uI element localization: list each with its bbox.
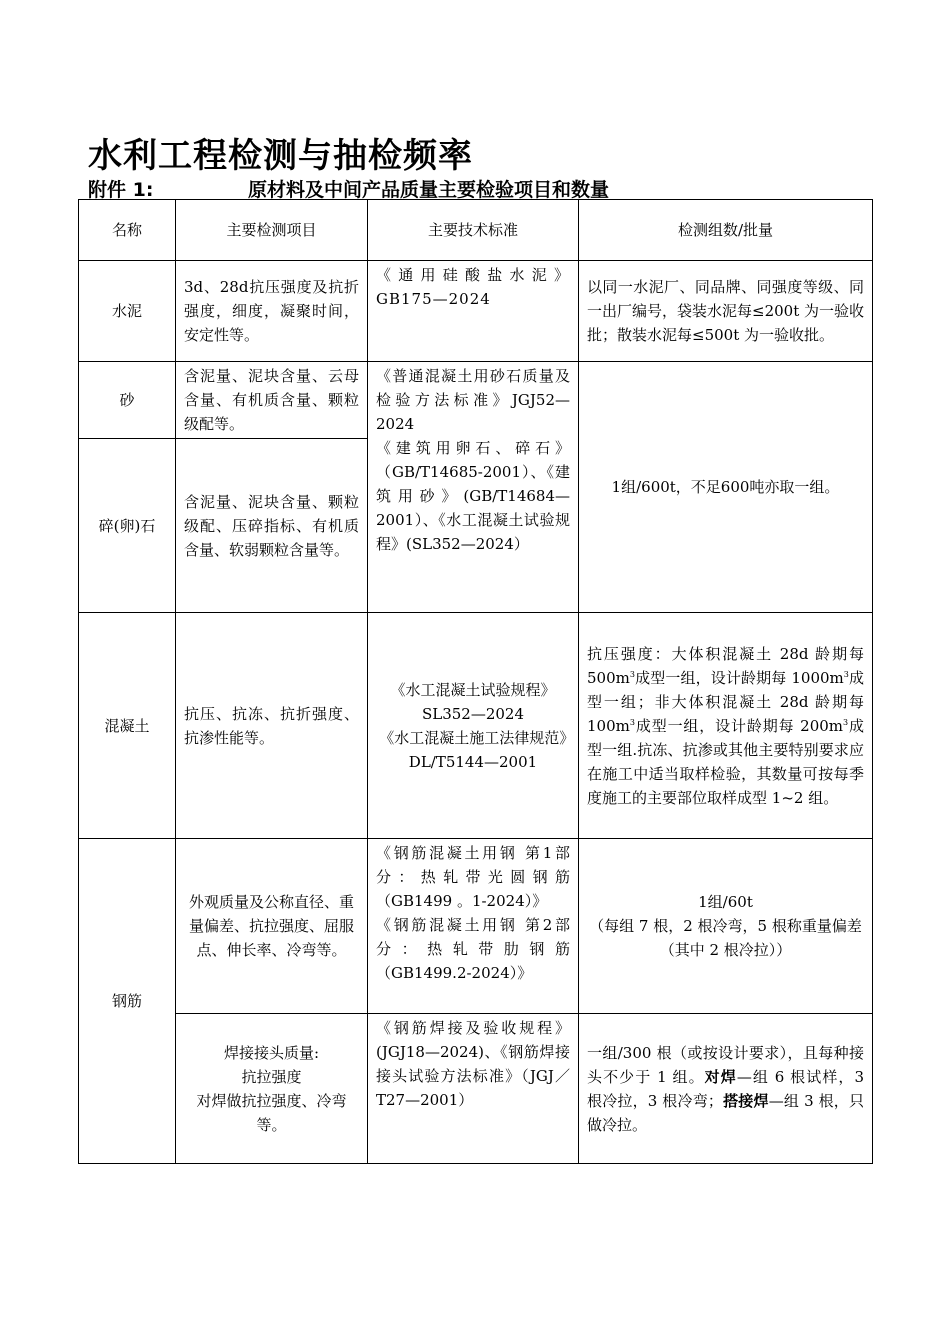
- gravel-items: 含泥量、泥块含量、颗粒级配、压碎指标、有机质含量、软弱颗粒含量等。: [176, 439, 368, 613]
- concrete-batch-a: 抗压强度：大体积混凝土 28d 龄期每 500m: [587, 644, 864, 687]
- gravel-name: 碎(卵)石: [79, 439, 176, 613]
- concrete-batch-d: 成型一组，设计龄期每 200m: [634, 716, 844, 735]
- aggregate-standard-2: 《建筑用卵石、碎石》（GB/T14685-2001）、《建筑用砂》(GB/T14684—2001）、《水工混凝土试验规程》(SL352—2024）: [376, 439, 570, 553]
- rebar-batch-2: [579, 1014, 873, 1164]
- cement-batch: 以同一水泥厂、同品牌、同强度等级、同一出厂编号，袋装水泥每≤200t 为一验收批；散装水泥每≤500t 为一验收批。: [579, 261, 873, 362]
- header-name: 名称: [79, 200, 176, 261]
- rebar-items-2-line3: 对焊做抗拉强度、冷弯等。: [196, 1091, 347, 1134]
- concrete-standard: [368, 613, 579, 839]
- page-title: 水利工程检测与抽检频率: [88, 136, 473, 176]
- inspection-table: [78, 199, 873, 1164]
- concrete-batch-e: 成型一组.: [587, 716, 864, 759]
- header-standard: 主要技术标准: [368, 200, 579, 261]
- rebar-standard-1b: 《钢筋混凝土用钢 第2部分：热轧带肋钢筋（GB1499.2-2024）》: [376, 916, 570, 982]
- rebar-standard-1a: 《钢筋混凝土用钢 第1部分：热轧带光圆钢筋（GB1499 。1-2024）》: [376, 844, 570, 910]
- concrete-batch-rest: 抗冻、抗渗或其他主要特别要求应在施工中适当取样检验，其数量可按每季度施工的主要部位取样成型 1~2 组。: [587, 740, 864, 807]
- aggregate-standard: [368, 362, 579, 613]
- rebar-standard-2: 《钢筋焊接及验收规程》(JGJ18—2024)、《钢筋焊接接头试验方法标准》（JGJ／T27—2001）: [368, 1014, 579, 1164]
- header-batch: 检测组数/批量: [579, 200, 873, 261]
- concrete-name: 混凝土: [79, 613, 176, 839]
- header-items: 主要检测项目: [176, 200, 368, 261]
- concrete-standard-1: 《水工混凝土试验规程》SL352—2024: [390, 680, 556, 723]
- aggregate-batch: 1组/600t，不足600吨亦取一组。: [579, 362, 873, 613]
- rebar-batch-1: [579, 839, 873, 1014]
- table-row-concrete: [79, 613, 873, 839]
- aggregate-standard-1: 《普通混凝土用砂石质量及检验方法标准》JGJ52—2024: [376, 367, 570, 433]
- rebar-items-2-line2: 抗拉强度: [241, 1067, 302, 1086]
- rebar-batch-2c: —组 6 根试样，3 根冷拉，3 根冷弯；: [587, 1067, 864, 1110]
- rebar-items-2: [176, 1014, 368, 1164]
- header-row: [79, 200, 873, 261]
- cubic-sup: 3: [843, 669, 849, 679]
- concrete-standard-2: 《水工混凝土施工法律规范》DL/T5144—2001: [379, 728, 567, 771]
- concrete-batch-c: 成型一组；非大体积混凝土 28d 龄期每 100m: [587, 668, 864, 735]
- rebar-items-1: 外观质量及公称直径、重量偏差、抗拉强度、屈服点、伸长率、冷弯等。: [176, 839, 368, 1014]
- cement-items: 3d、28d抗压强度及抗折强度，细度，凝聚时间，安定性等。: [176, 261, 368, 362]
- cement-name: 水泥: [79, 261, 176, 362]
- rebar-batch-1-line1: 1组/60t: [698, 893, 753, 911]
- annex-label: 附件 1:: [88, 179, 154, 201]
- rebar-items-2-line1: 焊接接头质量:: [223, 1043, 320, 1062]
- rebar-batch-2a: 一组/300 根（或按设计要求），且每种接头不少于 1 组。: [587, 1043, 864, 1086]
- rebar-name: 钢筋: [79, 839, 176, 1164]
- table-row-sand: [79, 362, 873, 439]
- cubic-sup: 3: [629, 717, 635, 727]
- concrete-batch: [579, 613, 873, 839]
- rebar-batch-1-line2: （每组 7 根，2 根冷弯，5 根称重量偏差（其中 2 根冷拉））: [589, 917, 862, 959]
- cubic-sup: 3: [843, 717, 849, 727]
- rebar-batch-2e: —组 3 根，只做冷拉。: [587, 1091, 864, 1134]
- table-row-cement: [79, 261, 873, 362]
- rebar-batch-2d: 搭接焊: [722, 1091, 769, 1110]
- rebar-batch-2b: 对焊: [704, 1067, 737, 1086]
- cubic-sup: 3: [629, 669, 635, 679]
- sand-items: 含泥量、泥块含量、云母含量、有机质含量、颗粒级配等。: [176, 362, 368, 439]
- table-row-weld: [79, 1014, 873, 1164]
- table-row-rebar: [79, 839, 873, 1014]
- rebar-standard-1: [368, 839, 579, 1014]
- concrete-items: 抗压、抗冻、抗折强度、抗渗性能等。: [176, 613, 368, 839]
- table-subtitle: 原材料及中间产品质量主要检验项目和数量: [248, 179, 610, 201]
- concrete-batch-b: 成型一组，设计龄期每 1000m: [634, 668, 844, 687]
- cement-standard: 《通用硅酸盐水泥》GB175—2024: [368, 261, 579, 362]
- sand-name: 砂: [79, 362, 176, 439]
